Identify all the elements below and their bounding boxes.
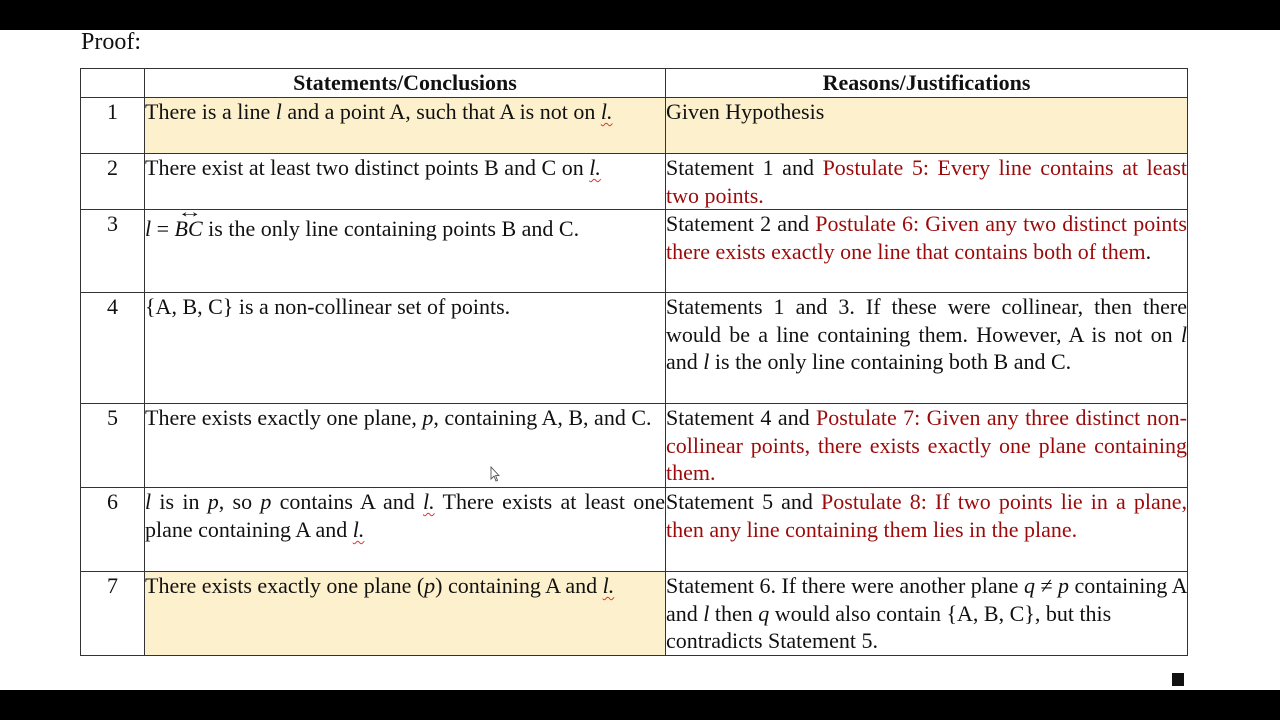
stop-square-icon[interactable]	[1172, 673, 1184, 686]
table-row	[81, 572, 1188, 656]
reason-cell	[666, 404, 1188, 488]
statement-cell	[145, 154, 666, 210]
table-row	[81, 210, 1188, 293]
postulate-text: Postulate 7: Given any three distinct non-collinear points, there exists exactly one plane containing them.	[666, 405, 1188, 486]
plane-q: q	[1023, 573, 1035, 599]
reason-cell	[666, 154, 1188, 210]
proof-title: Proof:	[81, 29, 141, 55]
line-l: l.	[352, 516, 365, 542]
reason-cell	[666, 572, 1188, 656]
line-l: l	[1180, 321, 1187, 347]
plane-q: q	[758, 600, 770, 626]
reason-text: Given Hypothesis	[666, 99, 825, 124]
step-number: 1	[81, 98, 145, 154]
reason-text: Statement 5 and	[666, 489, 822, 515]
line-bc-arrow-notation: ↔ BC	[175, 215, 203, 243]
reason-text: would also contain {A, B, C}, but this contradicts Statement 5.	[666, 600, 1112, 654]
bottom-letterbox-bar	[0, 690, 1280, 720]
reason-cell	[666, 488, 1188, 572]
reason-text: then	[709, 600, 759, 626]
text: ) containing A and	[435, 573, 603, 599]
reason-text: Statement 6. If there were another plane	[666, 573, 1024, 599]
step-number: 7	[81, 572, 145, 656]
reason-text: Statement 2 and	[666, 211, 816, 237]
reason-cell	[666, 98, 1188, 154]
statement-cell	[145, 98, 666, 154]
reason-text: containing A and	[666, 573, 1187, 626]
table-row	[81, 488, 1188, 572]
text: , containing A, B, and C.	[433, 405, 652, 431]
step-number: 3	[81, 210, 145, 293]
text: There exists at least one plane containing A and	[145, 489, 666, 542]
postulate-text: Postulate 8: If two points lie in a plane, then any line containing them lies in the plane.	[666, 489, 1187, 542]
reason-text: and	[666, 349, 704, 375]
plane-p: p	[207, 489, 219, 515]
text: There is a line	[145, 99, 276, 124]
reason-text: Statement 4 and	[666, 405, 817, 431]
reason-cell	[666, 210, 1188, 293]
plane-p: p	[422, 405, 434, 431]
top-letterbox-bar	[0, 0, 1280, 30]
line-l: l	[145, 216, 152, 242]
plane-p: p	[424, 573, 436, 599]
step-number: 5	[81, 404, 145, 488]
header-reasons: Reasons/Justifications	[666, 69, 1188, 98]
line-l: l	[703, 349, 710, 375]
statement-cell	[145, 293, 666, 404]
reason-text: is the only line containing both B and C.	[709, 349, 1072, 375]
reason-text: ≠	[1034, 573, 1059, 599]
postulate-text: Postulate 5: Every line contains at least two points.	[666, 155, 1187, 208]
text: , so	[218, 489, 261, 515]
reason-cell	[666, 293, 1188, 404]
line-l: l.	[600, 99, 613, 124]
line-l: l	[275, 99, 282, 124]
text: There exist at least two distinct points B and C on	[145, 155, 590, 180]
text: and a point A, such that A is not on	[281, 99, 601, 124]
proof-table	[80, 68, 1188, 656]
text: There exists exactly one plane (	[145, 573, 425, 599]
table-header-row	[81, 69, 1188, 98]
step-number: 2	[81, 154, 145, 210]
line-l: l.	[589, 155, 601, 180]
table-row	[81, 98, 1188, 154]
statement-cell	[145, 210, 666, 293]
reason-text: Statement 1 and	[666, 155, 823, 180]
text: contains A and	[271, 489, 424, 515]
line-l: l	[703, 600, 710, 626]
text: There exists exactly one plane,	[145, 405, 423, 431]
text: is the only line containing points B and C.	[202, 216, 580, 242]
reason-text: .	[1145, 238, 1152, 264]
table-row	[81, 154, 1188, 210]
postulate-text: Postulate 6: Given any two distinct points there exists exactly one line that contains both of them	[666, 211, 1187, 264]
statement-cell	[145, 572, 666, 656]
line-l: l.	[602, 573, 615, 599]
plane-p: p	[1058, 573, 1070, 599]
step-number: 6	[81, 488, 145, 572]
table-row	[81, 404, 1188, 488]
text: =	[151, 216, 175, 242]
header-statements: Statements/Conclusions	[145, 69, 666, 98]
text: {A, B, C} is a non-collinear set of points.	[145, 294, 511, 320]
mouse-pointer-icon	[490, 466, 500, 482]
text: is in	[151, 489, 208, 515]
statement-cell	[145, 404, 666, 488]
line-l: l	[145, 489, 152, 515]
step-number: 4	[81, 293, 145, 404]
reason-text: Statements 1 and 3. If these were collinear, then there would be a line containing them. However, A is not on	[666, 294, 1187, 347]
plane-p: p	[260, 489, 272, 515]
statement-cell	[145, 488, 666, 572]
line-l: l.	[423, 489, 435, 515]
table-row	[81, 293, 1188, 404]
header-number	[81, 69, 145, 98]
